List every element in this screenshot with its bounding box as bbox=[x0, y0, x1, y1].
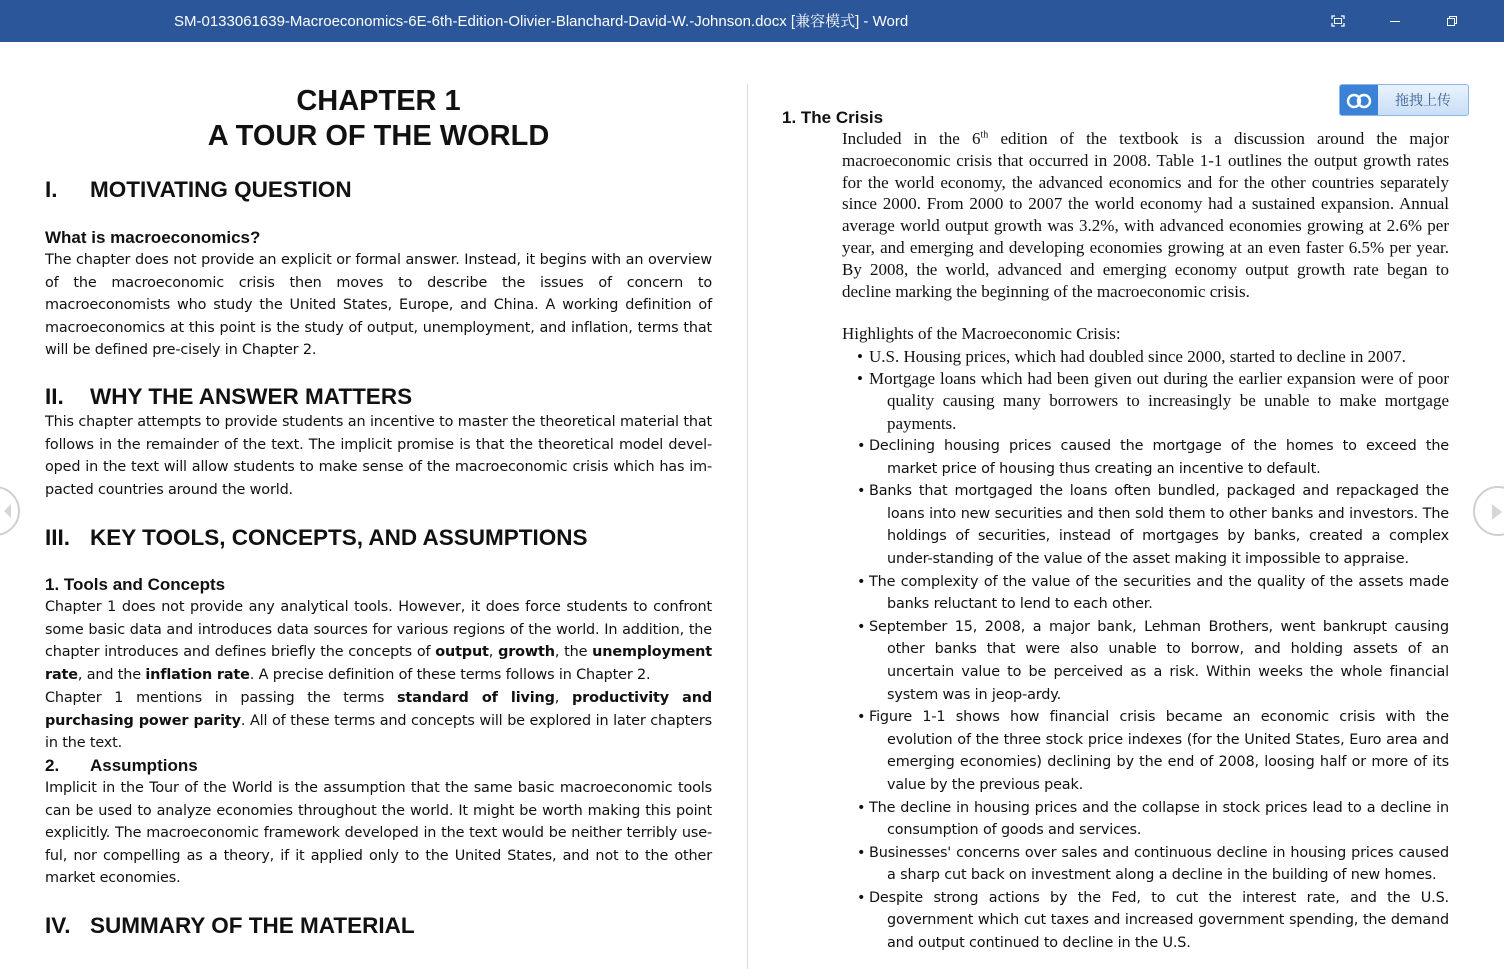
title-bar bbox=[0, 0, 1504, 42]
section-heading-3 bbox=[45, 525, 588, 551]
baidu-cloud-icon bbox=[1340, 85, 1378, 115]
list-item: • Figure 1-1 shows how financial crisis became an economic crisis with the evolution of the three stock price indexes (for the United States, Euro area and emerging economies) declining by the end of 2008, loosing half or more of its value by the previous peak. bbox=[857, 709, 1449, 793]
list-item: • Banks that mortgaged the loans often bundled, packaged and repackaged the loans into new securities and then sold them to other banks and investors. The holdings of securities, instead of mortgages by banks, created a complex under-standing of the value of the asset making it impossible to appraise. bbox=[857, 483, 1449, 567]
highlights-list-serif bbox=[857, 346, 1449, 435]
paragraph-why-answer-matters: This chapter attempts to provide students an incentive to master the theoretical material that follows in the remainder of the text. The implicit promise is that the theoretical model devel-oped in the text will allow students to make sense of the macroeconomic crisis which has im-pacted countries around the world. bbox=[45, 414, 712, 498]
list-item: • Businesses' concerns over sales and continuous decline in housing prices caused a sharp cut back on investment along a decline in the building of new homes. bbox=[857, 844, 1449, 884]
chevron-left-icon bbox=[2, 503, 12, 519]
section-number: IV. bbox=[45, 913, 71, 938]
list-item: • The decline in housing prices and the collapse in stock prices lead to a decline in consumption of goods and services. bbox=[857, 799, 1449, 839]
paragraph-tools-concepts: Chapter 1 does not provide any analytical tools. However, it does force students to confront some basic data and introduces data sources for various regions of the world. In addition, the chapter introduces and defines briefly the concepts of output, growth, the unemployment rate, and the inflation rate. A precise definition of these terms follows in Chapter 2. bbox=[45, 599, 712, 683]
list-item: • September 15, 2008, a major bank, Lehman Brothers, went bankrupt causing other banks that were also unable to borrow, and holding assets of an uncertain value to be perceived as a risk. Within weeks the whole financial system was in jeop-ardy. bbox=[857, 618, 1449, 703]
restore-icon bbox=[1446, 15, 1458, 27]
chapter-name: A TOUR OF THE WORLD bbox=[207, 120, 550, 152]
fullscreen-button[interactable] bbox=[1315, 0, 1361, 42]
list-item: • Despite strong actions by the Fed, to cut the interest rate, and the U.S. government which cut taxes and increased government spending, the demand and output continued to decline in the U.S. bbox=[857, 889, 1449, 952]
previous-page-button[interactable] bbox=[0, 486, 20, 536]
heading-the-crisis: 1. The Crisis bbox=[782, 108, 884, 127]
subsection-title: Assumptions bbox=[90, 756, 198, 775]
list-item: • Mortgage loans which had been given out during the earlier expansion were of poor quality causing many borrowers to increasingly be unable to make mortgage payments. bbox=[857, 369, 1449, 433]
highlights-list bbox=[857, 435, 1449, 955]
paragraph-crisis-intro: Included in the 6th edition of the textbook is a discussion around the major macroeconomic crisis that occurred in 2008. Table 1-1 outlines the output growth rates for the world economy, the advanced economics and for the other countries separately since 2000. From 2000 to 2007 the world economy had a sustained expansion. Annual average world output growth was 3.2%, with advanced economies growing at 2.6% per year, and emerging and developing economies growing at an even faster 6.5% per year. By 2008, the world, advanced and emerging economy output growth rate began to decline marking the beginning of the macroeconomic crisis. bbox=[842, 129, 1449, 301]
section-title: SUMMARY OF THE MATERIAL bbox=[90, 913, 415, 938]
paragraph-motivating-question: The chapter does not provide an explicit or formal answer. Instead, it begins with an overview of the macroeconomic crisis then moves to describe the issues of concern to macroeconomists who study the United States, Europe, and China. A working definition of macroeconomics at this point is the study of output, unemployment, and inflation, terms that will be defined pre-cisely in Chapter 2. bbox=[45, 252, 712, 359]
chevron-right-icon bbox=[1491, 503, 1503, 521]
drag-upload-button[interactable] bbox=[1339, 84, 1469, 116]
section-number: III. bbox=[45, 525, 71, 550]
paragraph-assumptions: Implicit in the Tour of the World is the assumption that the same basic macroeconomic tools can be used to analyze economies throughout the world. It might be worth making this point explicitly. The macroeconomic framework developed in the text would be neither terribly use-ful, nor compelling as a theory, if it applied only to the United States, and not to the other market economies. bbox=[45, 780, 712, 887]
restore-button[interactable] bbox=[1429, 0, 1475, 42]
list-item: • The complexity of the value of the securities and the quality of the assets made banks reluctant to lend to each other. bbox=[857, 573, 1449, 613]
minimize-button[interactable] bbox=[1372, 0, 1418, 42]
section-title: WHY THE ANSWER MATTERS bbox=[90, 384, 413, 409]
window-title: SM-0133061639-Macroeconomics-6E-6th-Edition-Olivier-Blanchard-David-W.-Johnson.docx [兼容模式] - Word bbox=[174, 13, 909, 30]
list-item: • U.S. Housing prices, which had doubled since 2000, started to decline in 2007. bbox=[857, 347, 1406, 366]
section-title: MOTIVATING QUESTION bbox=[90, 177, 352, 202]
subheading-what-is-macroeconomics: What is macroeconomics? bbox=[45, 228, 261, 247]
chapter-number: CHAPTER 1 bbox=[296, 85, 461, 117]
subheading-tools-concepts: 1. Tools and Concepts bbox=[45, 575, 226, 594]
section-number: I. bbox=[45, 177, 58, 202]
section-heading-4 bbox=[45, 913, 415, 939]
subsection-number: 2. bbox=[45, 756, 60, 775]
highlights-title: Highlights of the Macroeconomic Crisis: bbox=[842, 324, 1121, 343]
list-item: • Declining housing prices caused the mortgage of the homes to exceed the market price of housing thus creating an incentive to default. bbox=[857, 438, 1449, 477]
section-number: II. bbox=[45, 384, 64, 409]
section-heading-2 bbox=[45, 384, 412, 410]
subheading-assumptions bbox=[45, 756, 198, 776]
section-title: KEY TOOLS, CONCEPTS, AND ASSUMPTIONS bbox=[90, 525, 588, 550]
chapter-title bbox=[45, 84, 712, 154]
page-divider bbox=[747, 84, 748, 969]
minimize-icon bbox=[1389, 15, 1401, 27]
fullscreen-icon bbox=[1331, 15, 1345, 27]
upload-label: 拖拽上传 bbox=[1395, 93, 1451, 109]
section-heading-1 bbox=[45, 177, 352, 203]
next-page-button[interactable] bbox=[1473, 486, 1504, 536]
paragraph-standard-of-living: Chapter 1 mentions in passing the terms standard of living, productivity and purchasing power parity. All of these terms and concepts will be explored in later chapters in the text. bbox=[45, 690, 712, 752]
